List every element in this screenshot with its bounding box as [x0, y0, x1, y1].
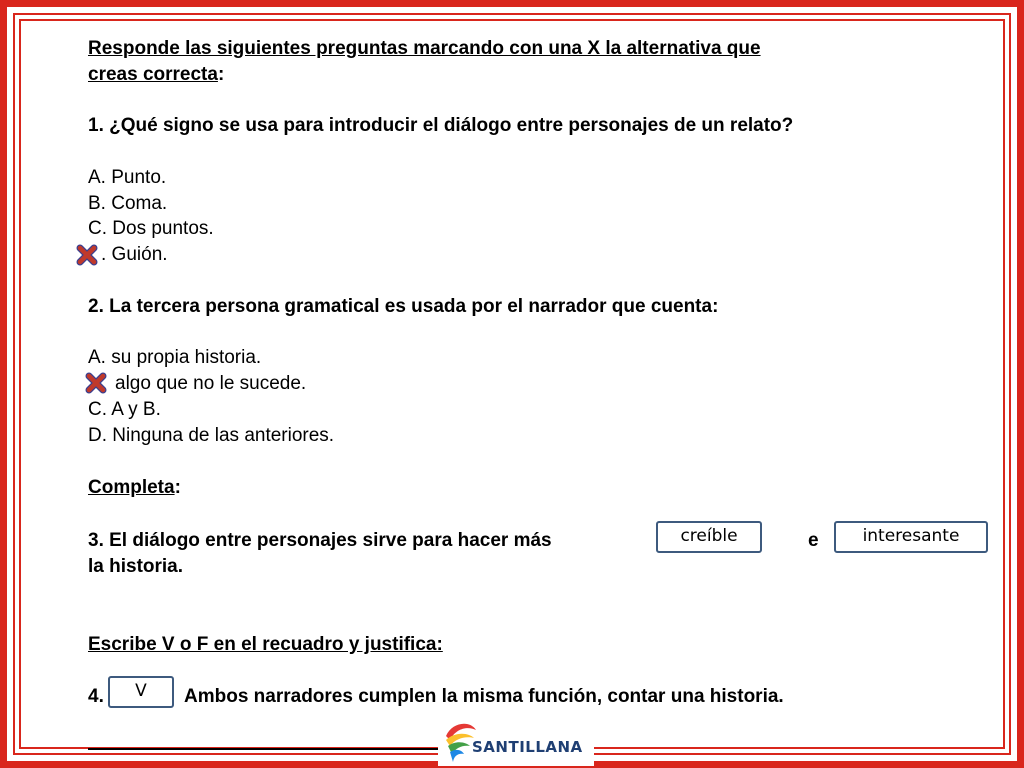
answer-box-interesting[interactable]: interesante — [834, 521, 988, 553]
question-4-number: 4. — [88, 686, 104, 707]
complete-colon: : — [174, 477, 181, 498]
q1-option-a[interactable]: A. Punto. — [88, 167, 167, 188]
complete-heading: Completa — [88, 477, 175, 498]
logo-text: SANTILLANA — [472, 738, 583, 756]
answer-box-credible[interactable]: creíble — [656, 521, 762, 553]
q2-option-d[interactable]: D. Ninguna de las anteriores. — [88, 425, 335, 446]
q2-option-b[interactable]: algo que no le sucede. — [115, 373, 307, 394]
instructions-line-1: Responde las siguientes preguntas marcando con una X la alternativa que — [88, 38, 761, 59]
answer-box-true-false[interactable]: V — [108, 676, 174, 708]
q1-option-b[interactable]: B. Coma. — [88, 193, 168, 214]
answer-x-mark-icon — [85, 372, 107, 394]
complete-heading-line — [88, 475, 181, 501]
q2-option-a[interactable]: A. su propia historia. — [88, 347, 262, 368]
q2-option-c[interactable]: C. A y B. — [88, 399, 161, 420]
vf-heading: Escribe V o F en el recuadro y justifica: — [88, 634, 443, 655]
instructions-underlined: creas correcta — [88, 64, 218, 85]
question-2: 2. La tercera persona gramatical es usada por el narrador que cuenta: — [88, 296, 719, 317]
q1-option-d[interactable]: . Guión. — [101, 244, 168, 265]
answer-x-mark-icon — [76, 244, 98, 266]
question-4-statement: Ambos narradores cumplen la misma función, contar una historia. — [184, 686, 784, 707]
instructions-line-2 — [88, 62, 224, 88]
question-3-text: 3. El diálogo entre personajes sirve para hacer más — [88, 530, 552, 551]
question-3-connector: e — [808, 530, 819, 551]
question-1: 1. ¿Qué signo se usa para introducir el diálogo entre personajes de un relato? — [88, 115, 794, 136]
justification-line — [88, 748, 448, 750]
publisher-logo — [438, 716, 594, 766]
instructions-colon: : — [217, 64, 225, 85]
question-3-ending: la historia. — [88, 556, 184, 577]
q1-option-c[interactable]: C. Dos puntos. — [88, 218, 214, 239]
